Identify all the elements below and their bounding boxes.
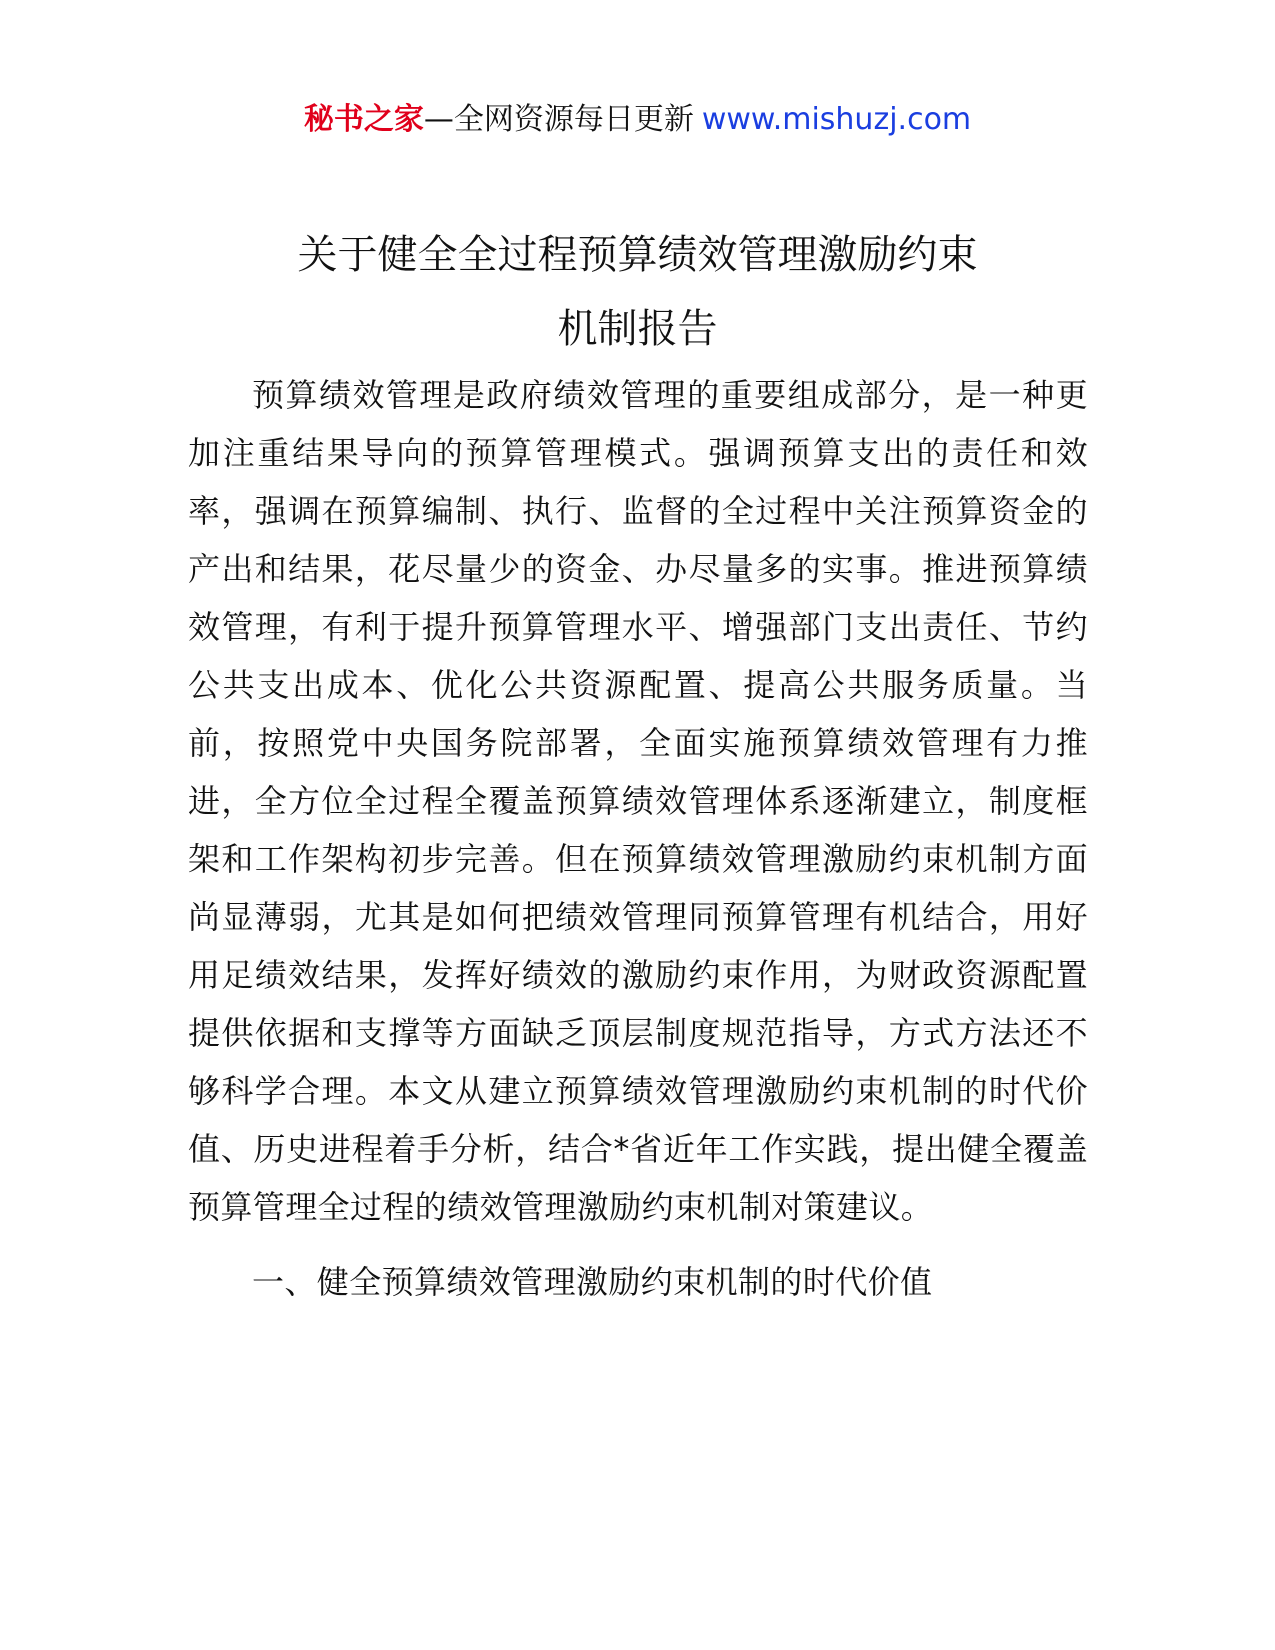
brand-name: 秘书之家	[303, 102, 424, 137]
site-header	[0, 100, 1275, 140]
header-tagline: —全网资源每日更新	[423, 102, 694, 137]
title-line-1: 关于健全全过程预算绩效管理激励约束	[297, 232, 978, 278]
title-line-2: 机制报告	[557, 306, 718, 352]
site-url-link[interactable]: www.mishuzj.com	[701, 102, 972, 137]
document-title	[0, 218, 1275, 366]
intro-paragraph: 预算绩效管理是政府绩效管理的重要组成部分，是一种更加注重结果导向的预算管理模式。强调预算支出的责任和效率，强调在预算编制、执行、监督的全过程中关注预算资金的产出和结果，花尽量少的资金、办尽量多的实事。推进预算绩效管理，有利于提升预算管理水平、增强部门支出责任、节约公共支出成本、优化公共资源配置、提高公共服务质量。当前，按照党中央国务院部署，全面实施预算绩效管理有力推进，全方位全过程全覆盖预算绩效管理体系逐渐建立，制度框架和工作架构初步完善。但在预算绩效管理激励约束机制方面尚显薄弱，尤其是如何把绩效管理同预算管理有机结合，用好用足绩效结果，发挥好绩效的激励约束作用，为财政资源配置提供依据和支撑等方面缺乏顶层制度规范指导，方式方法还不够科学合理。本文从建立预算绩效管理激励约束机制的时代价值、历史进程着手分析，结合*省近年工作实践，提出健全覆盖预算管理全过程的绩效管理激励约束机制对策建议。	[188, 376, 1088, 1226]
section-heading-1: 一、健全预算绩效管理激励约束机制的时代价值	[252, 1263, 933, 1301]
